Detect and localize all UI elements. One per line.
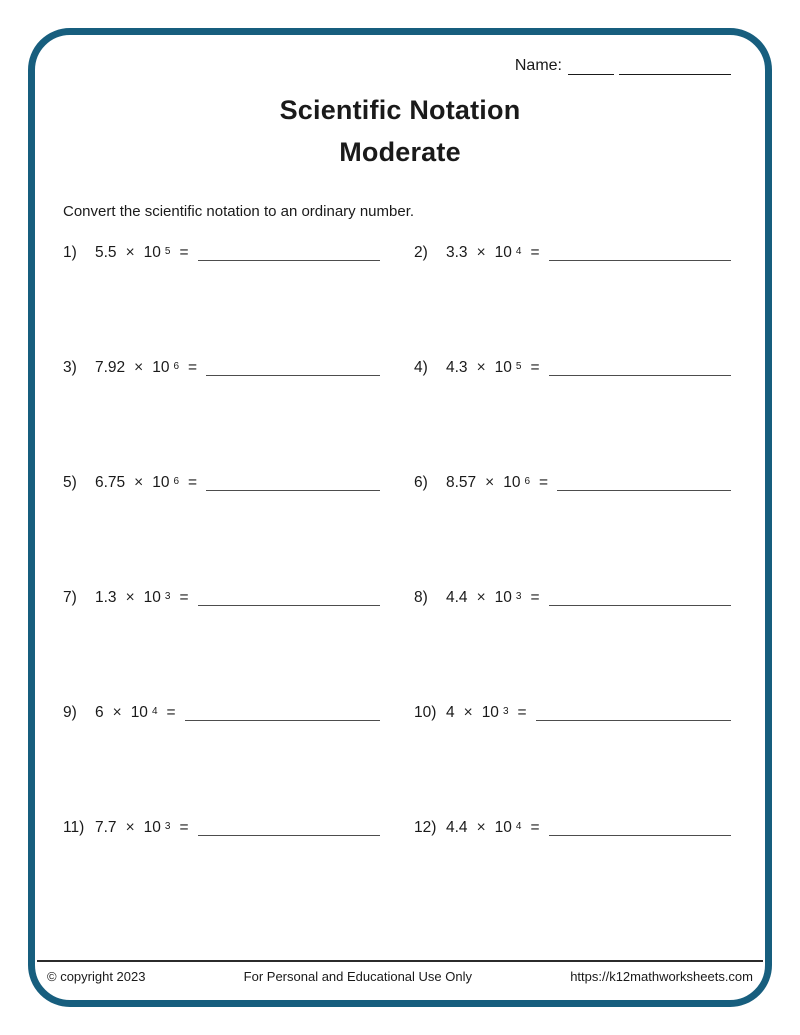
problem-row <box>63 472 386 587</box>
answer-blank-line[interactable] <box>549 817 732 836</box>
power-base: 10 <box>152 474 170 491</box>
answer-blank-line[interactable] <box>536 702 731 721</box>
answer-blank-line[interactable] <box>549 242 732 261</box>
problem-number: 12) <box>414 819 437 836</box>
name-blank-line-long[interactable] <box>619 58 731 75</box>
exponent-value: 3 <box>515 591 522 602</box>
problems-grid <box>63 242 737 932</box>
equals-sign: = <box>530 819 540 836</box>
exponent-value: 3 <box>164 591 171 602</box>
problem-row <box>414 817 737 932</box>
page-title-line1: Scientific Notation <box>279 95 521 125</box>
answer-blank-line[interactable] <box>557 472 731 491</box>
problem-number: 4) <box>414 359 428 376</box>
coefficient-value: 7.7 <box>95 819 117 836</box>
equals-sign: = <box>530 359 540 376</box>
multiply-sign: × <box>476 359 486 376</box>
answer-blank-line[interactable] <box>206 357 380 376</box>
equals-sign: = <box>179 589 189 606</box>
coefficient-value: 4.4 <box>446 819 468 836</box>
power-base: 10 <box>143 589 161 606</box>
answer-blank-line[interactable] <box>185 702 380 721</box>
answer-blank-line[interactable] <box>198 817 381 836</box>
power-base: 10 <box>152 359 170 376</box>
exponent-value: 4 <box>515 821 522 832</box>
equals-sign: = <box>188 359 198 376</box>
exponent-value: 5 <box>164 246 171 257</box>
power-base: 10 <box>494 589 512 606</box>
power-base: 10 <box>494 819 512 836</box>
multiply-sign: × <box>112 704 122 721</box>
power-base: 10 <box>130 704 148 721</box>
power-base: 10 <box>494 359 512 376</box>
footer <box>37 960 763 984</box>
equals-sign: = <box>539 474 549 491</box>
answer-blank-line[interactable] <box>206 472 380 491</box>
problem-number: 5) <box>63 474 77 491</box>
problem-row <box>63 817 386 932</box>
multiply-sign: × <box>476 819 486 836</box>
page-title <box>63 89 737 173</box>
problem-row <box>414 702 737 817</box>
multiply-sign: × <box>463 704 473 721</box>
multiply-sign: × <box>476 244 486 261</box>
problem-row <box>414 357 737 472</box>
multiply-sign: × <box>476 589 486 606</box>
coefficient-value: 7.92 <box>95 359 126 376</box>
coefficient-value: 4.4 <box>446 589 468 606</box>
problem-row <box>63 242 386 357</box>
footer-url[interactable]: https://k12mathworksheets.com <box>570 969 753 984</box>
exponent-value: 5 <box>515 361 522 372</box>
footer-copyright: © copyright 2023 <box>47 969 146 984</box>
equals-sign: = <box>166 704 176 721</box>
multiply-sign: × <box>125 589 135 606</box>
multiply-sign: × <box>485 474 495 491</box>
power-base: 10 <box>481 704 499 721</box>
page-title-line2: Moderate <box>339 137 461 167</box>
equals-sign: = <box>530 244 540 261</box>
power-base: 10 <box>503 474 521 491</box>
problem-number: 3) <box>63 359 77 376</box>
coefficient-value: 4 <box>446 704 455 721</box>
problem-number: 10) <box>414 704 437 721</box>
equals-sign: = <box>188 474 198 491</box>
name-label: Name: <box>514 57 562 74</box>
multiply-sign: × <box>125 244 135 261</box>
coefficient-value: 1.3 <box>95 589 117 606</box>
instructions-text: Convert the scientific notation to an ordinary number. <box>63 203 415 220</box>
answer-blank-line[interactable] <box>198 242 381 261</box>
multiply-sign: × <box>134 359 144 376</box>
answer-blank-line[interactable] <box>198 587 381 606</box>
problem-row <box>63 357 386 472</box>
equals-sign: = <box>517 704 527 721</box>
footer-usage-note: For Personal and Educational Use Only <box>243 969 473 984</box>
coefficient-value: 4.3 <box>446 359 468 376</box>
problem-number: 1) <box>63 244 77 261</box>
name-row <box>63 57 737 75</box>
power-base: 10 <box>143 244 161 261</box>
problem-row <box>63 587 386 702</box>
multiply-sign: × <box>134 474 144 491</box>
coefficient-value: 5.5 <box>95 244 117 261</box>
problem-number: 6) <box>414 474 428 491</box>
power-base: 10 <box>143 819 161 836</box>
coefficient-value: 6.75 <box>95 474 126 491</box>
exponent-value: 6 <box>524 476 531 487</box>
exponent-value: 3 <box>164 821 171 832</box>
coefficient-value: 3.3 <box>446 244 468 261</box>
answer-blank-line[interactable] <box>549 587 732 606</box>
multiply-sign: × <box>125 819 135 836</box>
exponent-value: 4 <box>515 246 522 257</box>
problem-row <box>63 702 386 817</box>
equals-sign: = <box>530 589 540 606</box>
problem-number: 9) <box>63 704 77 721</box>
exponent-value: 6 <box>173 476 180 487</box>
answer-blank-line[interactable] <box>549 357 732 376</box>
exponent-value: 3 <box>502 706 509 717</box>
power-base: 10 <box>494 244 512 261</box>
problem-row <box>414 242 737 357</box>
problem-row <box>414 472 737 587</box>
problem-number: 7) <box>63 589 77 606</box>
coefficient-value: 8.57 <box>446 474 477 491</box>
equals-sign: = <box>179 819 189 836</box>
problem-number: 2) <box>414 244 428 261</box>
problem-number: 8) <box>414 589 428 606</box>
equals-sign: = <box>179 244 189 261</box>
problem-row <box>414 587 737 702</box>
exponent-value: 4 <box>151 706 158 717</box>
problem-number: 11) <box>63 819 85 836</box>
worksheet-border-frame <box>28 28 772 1007</box>
name-blank-line-short[interactable] <box>568 58 614 75</box>
coefficient-value: 6 <box>95 704 104 721</box>
exponent-value: 6 <box>173 361 180 372</box>
